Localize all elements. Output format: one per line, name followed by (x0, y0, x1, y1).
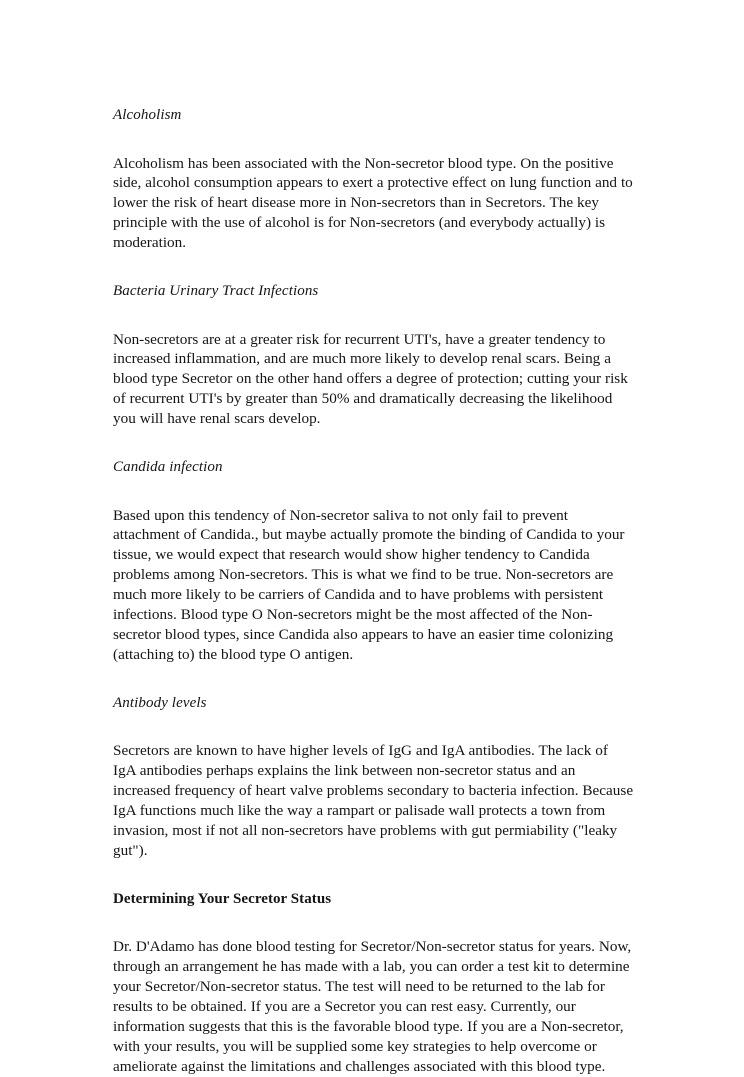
document-body (113, 106, 634, 1077)
section-heading-alcoholism: Alcoholism (113, 107, 182, 123)
spacer (113, 429, 634, 458)
section-paragraph-bacteria-urinary-tract-infections: Non-secretors are at a greater risk for recurrent UTI's, have a greater tendency to increased inflammation, and are much more likely to develop renal scars. Being a blood type Secretor on the other hand offers a degree of protection; cutting your risk of recurrent UTI's by greater than 50% and dramatically decreasing the likelihood you will have renal scars develop. (113, 330, 628, 428)
spacer (113, 478, 634, 506)
spacer (113, 665, 634, 694)
spacer (113, 909, 634, 937)
spacer (113, 713, 634, 741)
section-heading-candida-infection: Candida infection (113, 459, 223, 476)
section-heading-determining-your-secretor-status: Determining Your Secretor Status (113, 890, 332, 907)
spacer (113, 302, 634, 330)
section-heading-bacteria-urinary-tract-infections: Bacteria Urinary Tract Infections (113, 283, 319, 300)
spacer (113, 253, 634, 282)
section-heading-antibody-levels: Antibody levels (113, 694, 207, 711)
section-paragraph-alcoholism: Alcoholism has been associated with the Non-secretor blood type. On the positive side, alcohol consumption appears to exert a protective effect on lung function and to lower the risk of heart disease more in Non-secretors than in Secretors. The key principle with the use of alcohol is for Non-secretors (and everybody actually) is moderation. (113, 154, 633, 252)
section-paragraph-determining-your-secretor-status: Dr. D'Adamo has done blood testing for Secretor/Non-secretor status for years. Now, through an arrangement he has made with a lab, you can order a test kit to determine your Secretor/Non-secretor status. The test will need to be returned to the lab for results to be obtained. If you are a Secretor you can rest easy. Currently, our information suggests that this is the favorable blood type. If you are a Non-secretor, with your results, you will be supplied some key strategies to help overcome or ameliorate against the limitations and challenges associated with this blood type. (113, 938, 632, 1075)
spacer (113, 126, 634, 154)
spacer (113, 861, 634, 890)
section-paragraph-candida-infection: Based upon this tendency of Non-secretor saliva to not only fail to prevent attachment of Candida., but maybe actually promote the binding of Candida to your tissue, we would expect that research would show higher tendency to Candida problems among Non-secretors. This is what we find to be true. Non-secretors are much more likely to be carriers of Candida and to have problems with persistent infections. Blood type O Non-secretors might be the most affected of the Non-secretor blood types, since Candida also appears to have an easier time colonizing (attaching to) the blood type O antigen. (113, 506, 625, 663)
section-paragraph-antibody-levels: Secretors are known to have higher levels of IgG and IgA antibodies. The lack of IgA antibodies perhaps explains the link between non-secretor status and an increased frequency of heart valve problems secondary to bacteria infection. Because IgA functions much like the way a rampart or palisade wall protects a town from invasion, most if not all non-secretors have problems with gut permiability ("leaky gut"). (113, 742, 634, 859)
